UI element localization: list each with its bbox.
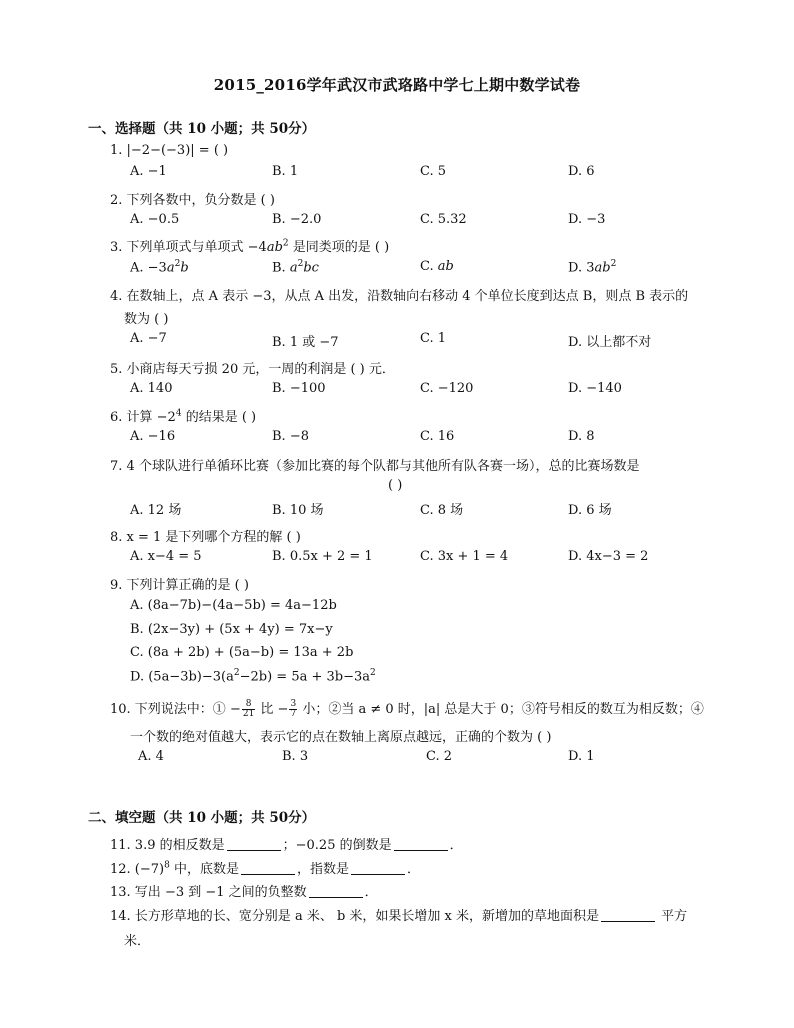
fraction-8-21: $\frac{8}{21}$ bbox=[242, 699, 255, 719]
question-7-option-d: D. 6 场 bbox=[568, 503, 612, 518]
question-7-option-a: A. 12 场 bbox=[130, 503, 182, 518]
question-8-stem: 8. x = 1 是下列哪个方程的解 ( ) bbox=[110, 530, 301, 545]
answer-blank[interactable] bbox=[227, 838, 281, 851]
answer-blank[interactable] bbox=[601, 909, 655, 922]
question-4-stem-line2: 数为 ( ) bbox=[124, 312, 169, 327]
question-1-stem: 1. |−2−(−3)| = ( ) bbox=[110, 143, 229, 158]
question-2-option-b: B. −2.0 bbox=[272, 212, 322, 227]
question-1-option-d: D. 6 bbox=[568, 164, 595, 179]
question-4-option-a: A. −7 bbox=[130, 331, 167, 346]
question-6-stem: 6. 计算 $-2^4$ 的结果是 ( ) bbox=[110, 408, 257, 425]
question-8-option-b: B. 0.5x + 2 = 1 bbox=[272, 549, 373, 564]
question-10-option-c: C. 2 bbox=[426, 749, 453, 764]
fraction-3-7: $\frac{3}{7}$ bbox=[290, 699, 297, 719]
question-2-stem: 2. 下列各数中，负分数是 ( ) bbox=[110, 193, 275, 208]
question-6-option-a: A. −16 bbox=[130, 429, 176, 444]
question-5-option-b: B. −100 bbox=[272, 381, 326, 396]
question-1-option-c: C. 5 bbox=[420, 164, 447, 179]
question-6-option-d: D. 8 bbox=[568, 429, 595, 444]
question-2-option-a: A. −0.5 bbox=[130, 212, 180, 227]
question-7-stem: 7. 4 个球队进行单循环比赛（参加比赛的每个队都与其他所有队各赛一场），总的比赛场数是 bbox=[110, 459, 640, 474]
question-4-option-b: B. 1 或 −7 bbox=[272, 335, 339, 350]
question-10-stem-line2: 一个数的绝对值越大，表示它的点在数轴上离原点越远，正确的个数为 ( ) bbox=[130, 730, 552, 745]
section-choice-heading: 一、选择题（共 10 小题；共 50分） bbox=[88, 121, 316, 137]
question-2-option-d: D. −3 bbox=[568, 212, 606, 227]
question-11-stem: 11. 3.9 的相反数是 ；−0.25 的倒数是 ． bbox=[110, 838, 463, 853]
question-1-option-a: A. −1 bbox=[130, 164, 167, 179]
question-4-stem: 4. 在数轴上，点 A 表示 −3，从点 A 出发，沿数轴向右移动 4 个单位长度到达点 B，则点 B 表示的 bbox=[110, 289, 689, 304]
question-10-option-d: D. 1 bbox=[568, 749, 595, 764]
question-5-option-d: D. −140 bbox=[568, 381, 622, 396]
question-3-stem-post: 是同类项的是 ( ) bbox=[288, 240, 390, 255]
question-2-option-c: C. 5.32 bbox=[420, 212, 467, 227]
question-13-stem: 13. 写出 −3 到 −1 之间的负整数 ． bbox=[110, 885, 378, 900]
question-10-stem: 10. 下列说法中：① − $\frac{8}{21}$ 比 − $\frac{3}{7}$ 小；②当 a ≠ 0 时，|a| 总是大于 0；③符号相反的数互为相反数；④ bbox=[110, 699, 704, 719]
question-6-option-b: B. −8 bbox=[272, 429, 309, 444]
question-14-stem: 14. 长方形草地的长、宽分别是 a 米、 b 米，如果长增加 x 米，新增加的草地面积是 平方 bbox=[110, 909, 688, 924]
question-9-stem: 9. 下列计算正确的是 ( ) bbox=[110, 578, 249, 593]
question-8-option-c: C. 3x + 1 = 4 bbox=[420, 549, 509, 564]
question-9-option-d: D. $(5a-3b)-3(a^2-2b) = 5a + 3b-3a^2$ bbox=[130, 668, 376, 685]
question-8-option-d: D. 4x−3 = 2 bbox=[568, 549, 649, 564]
question-9-option-c: C. (8a + 2b) + (5a−b) = 13a + 2b bbox=[130, 645, 354, 660]
question-8-option-a: A. x−4 = 5 bbox=[130, 549, 202, 564]
question-9-option-a: A. (8a−7b)−(4a−5b) = 4a−12b bbox=[130, 598, 337, 613]
question-10-option-a: A. 4 bbox=[138, 749, 164, 764]
question-9-option-b: B. (2x−3y) + (5x + 4y) = 7x−y bbox=[130, 622, 333, 637]
question-4-option-d: D. 以上都不对 bbox=[568, 335, 652, 350]
page-title: 2015_2016学年武汉市武珞路中学七上期中数学试卷 bbox=[213, 76, 581, 94]
answer-blank[interactable] bbox=[241, 862, 295, 875]
question-6-option-c: C. 16 bbox=[420, 429, 455, 444]
question-3-option-c: C. ab bbox=[420, 259, 454, 274]
question-5-option-c: C. −120 bbox=[420, 381, 474, 396]
question-14-stem-line2: 米． bbox=[124, 934, 151, 949]
question-10-option-b: B. 3 bbox=[282, 749, 309, 764]
section-fill-heading: 二、填空题（共 10 小题；共 50分） bbox=[88, 810, 316, 826]
question-3-option-d: D. $3ab^2$ bbox=[568, 259, 617, 276]
question-7-stem-line2: ( ) bbox=[388, 478, 403, 493]
question-5-option-a: A. 140 bbox=[130, 381, 173, 396]
question-12-stem: 12. $(-7)^8$ 中，底数是 ，指数是 ． bbox=[110, 860, 421, 877]
answer-blank[interactable] bbox=[309, 885, 363, 898]
question-3-stem: 3. 下列单项式与单项式 $-4ab^2$ 是同类项的是 ( ) bbox=[110, 238, 390, 255]
question-3-stem-pre: 3. 下列单项式与单项式 −4 bbox=[110, 240, 267, 255]
answer-blank[interactable] bbox=[351, 862, 405, 875]
answer-blank[interactable] bbox=[394, 838, 448, 851]
question-5-stem: 5. 小商店每天亏损 20 元，一周的利润是 ( ) 元． bbox=[110, 362, 395, 377]
question-7-option-b: B. 10 场 bbox=[272, 503, 324, 518]
question-7-option-c: C. 8 场 bbox=[420, 503, 464, 518]
question-3-option-b: B. $a^2bc$ bbox=[272, 259, 319, 276]
question-3-option-a: A. $-3a^2b$ bbox=[130, 259, 189, 276]
question-1-option-b: B. 1 bbox=[272, 164, 299, 179]
question-4-option-c: C. 1 bbox=[420, 331, 447, 346]
